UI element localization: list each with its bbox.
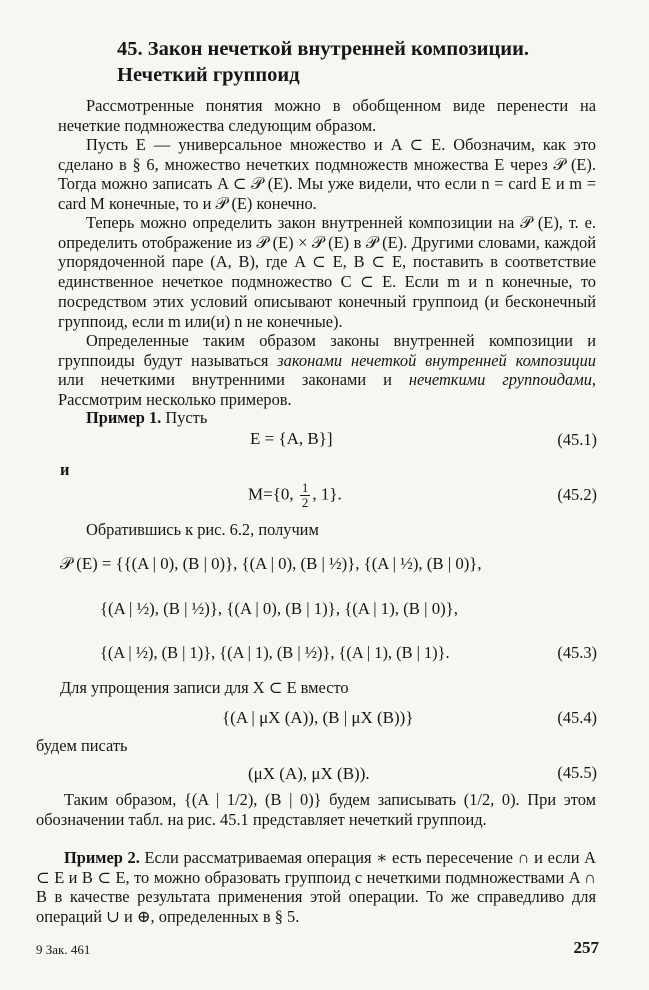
equation-number-45-1: (45.1): [557, 430, 597, 449]
equation-number-45-5: (45.5): [557, 763, 597, 782]
equation-45-4: {(A | μX (A)), (B | μX (B))}: [222, 708, 414, 727]
simplification-text: Для упрощения записи для X ⊂ E вместо: [60, 678, 349, 697]
paragraph-conclusion: Таким образом, {(A | 1/2), (B | 0)} будем записывать (1/2, 0). При этом обозначении табл. на рис. 45.1 представляет нечеткий группоид.: [36, 790, 596, 829]
equation-number-45-4: (45.4): [557, 708, 597, 727]
paragraph-example2: [36, 848, 596, 927]
paragraph-universal-set: Пусть E — универсальное множество и A ⊂ E. Обозначим, как это сделано в § 6, множество нечетких подмножеств множества E через 𝒫 (E). Тогда можно записать A ⊂ 𝒫 (E). Мы уже видели, что если n = card E и m = card M конечные, то и 𝒫 (E) конечно.: [58, 135, 596, 214]
eq2-fraction-denominator: 2: [301, 495, 309, 510]
section-title-line2: Нечеткий группоид: [117, 64, 300, 86]
equation-45-2: [248, 481, 342, 510]
reference-figure-text: Обратившись к рис. 6.2, получим: [86, 520, 319, 539]
paragraph-composition-law: Теперь можно определить закон внутренней композиции на 𝒫 (E), т. е. определить отображение из 𝒫 (E) × 𝒫 (E) в 𝒫 (E). Другими словами, каждой упорядоченной паре (A, B), где A ⊂ E, B ⊂ E, поставить в соответствие единственное нечеткое подмножество C ⊂ E. Если m и n конечные, то посредством этих условий описывают конечный группоид (и бесконечный группоид, если m или(и) n не конечные).: [58, 213, 596, 331]
example1-intro: [86, 408, 626, 428]
eq2-fraction-numerator: 1: [301, 480, 309, 495]
example2-label: Пример 2.: [64, 848, 140, 867]
example1-label: Пример 1.: [86, 408, 162, 427]
equation-number-45-2: (45.2): [557, 485, 597, 504]
definition-text-mid: или нечеткими внутренними законами и: [58, 370, 409, 390]
equation-45-3-line3: {(A | ½), (B | 1)}, {(A | 1), (B | ½)}, {(A | 1), (B | 1)}.: [100, 643, 450, 662]
write-text: будем писать: [36, 736, 128, 755]
eq2-left: M=: [248, 484, 273, 504]
conjunction-and: и: [60, 460, 70, 479]
paragraph-definitions: [58, 331, 596, 410]
section-title-line1: 45. Закон нечеткой внутренней композиции.: [117, 38, 530, 60]
print-signature: 9 Зак. 461: [36, 942, 91, 957]
eq2-open: {0,: [272, 484, 294, 504]
equation-45-3-line1: 𝒫 (E) = {{(A | 0), (B | 0)}, {(A | 0), (B | ½)}, {(A | ½), (B | 0)},: [60, 554, 482, 573]
page-number: 257: [573, 938, 599, 957]
example1-text: Пусть: [161, 408, 208, 427]
definition-text-end: , Рассмотрим несколько примеров.: [58, 370, 596, 410]
paragraph-intro: Рассмотренные понятия можно в обобщенном виде перенести на нечеткие подмножества следующим образом.: [58, 96, 596, 135]
equation-45-5: (μX (A), μX (B)).: [248, 764, 370, 783]
equation-45-1: E = {A, B}]: [250, 429, 333, 448]
eq2-fraction: [300, 481, 311, 510]
equation-number-45-3: (45.3): [557, 643, 597, 662]
section-heading: [117, 36, 597, 88]
definition-text-start: Определенные таким образом законы внутренней композиции и группоиды будут называться: [58, 331, 596, 370]
eq2-close: , 1}.: [312, 484, 342, 504]
term-fuzzy-groupoids: нечеткими группоидами: [408, 370, 592, 390]
term-fuzzy-composition-laws: законами нечеткой внутренней композиции: [277, 350, 596, 370]
equation-45-3-line2: {(A | ½), (B | ½)}, {(A | 0), (B | 1)}, {(A | 1), (B | 0)},: [100, 599, 458, 618]
example2-text: Если рассматриваемая операция ∗ есть пересечение ∩ и если A ⊂ E и B ⊂ E, то можно образовать группоид с нечеткими подмножествами A ∩ B в качестве результата применения этой операции. То же справедливо для операций ∪ и ⊕, определенных в § 5.: [36, 848, 596, 927]
